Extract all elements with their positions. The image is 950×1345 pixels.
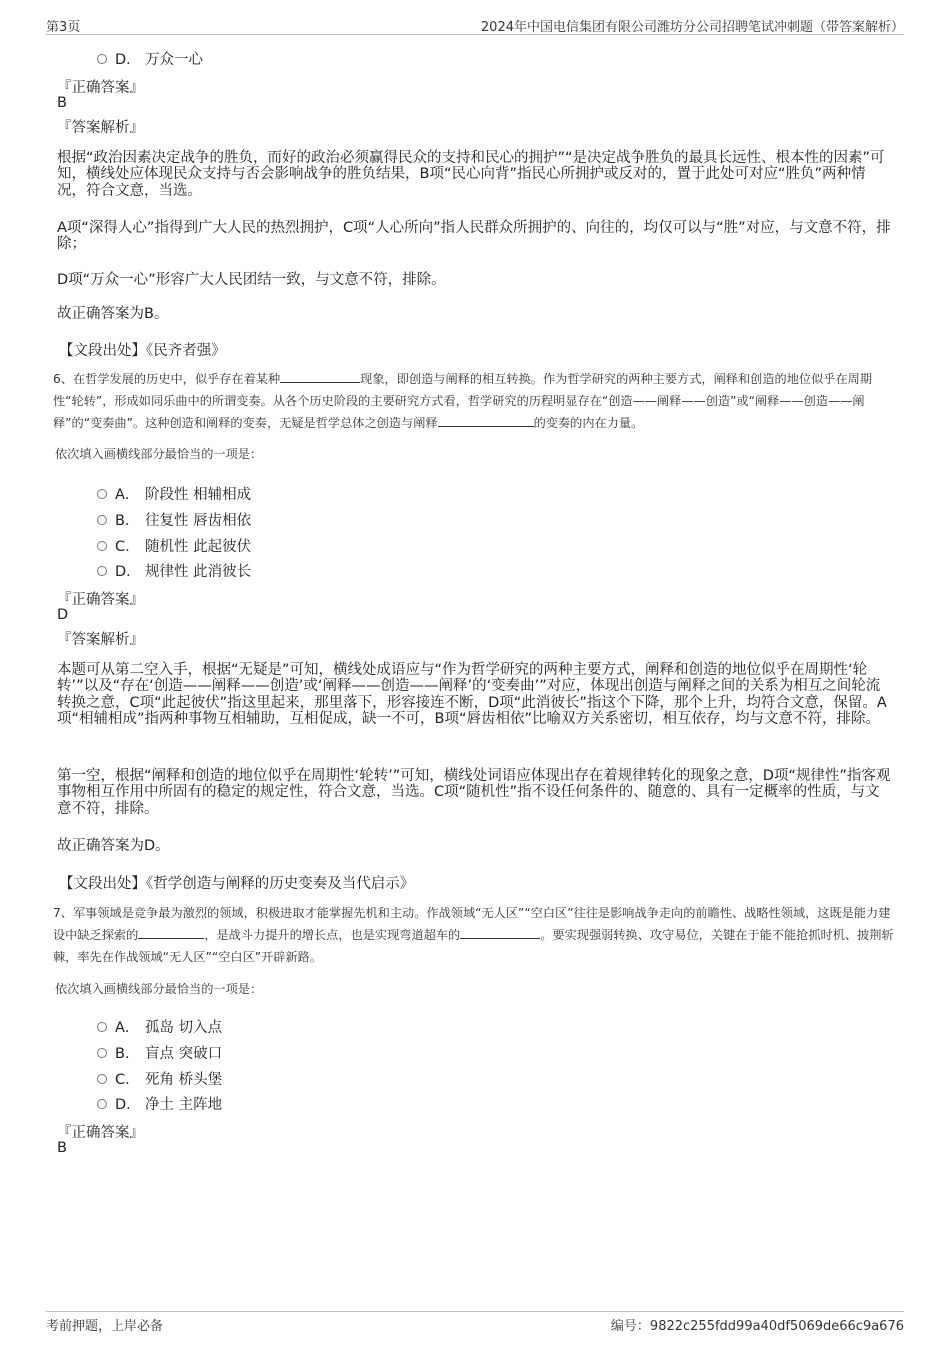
prev-source: 【文段出处】《民齐者强》 (59, 343, 226, 359)
document-title: 2024年中国电信集团有限公司潍坊分公司招聘笔试冲刺题（带答案解析） (480, 20, 904, 35)
footer-slogan: 考前押题，上岸必备 (46, 1319, 164, 1334)
q6-source: 【文段出处】《哲学创造与阐释的历史变奏及当代启示》 (59, 876, 415, 892)
q6-answer-label: 『正确答案』 (57, 592, 144, 608)
q7-option-d[interactable]: D． 净土 主阵地 (97, 1093, 222, 1114)
prev-analysis-p4: 故正确答案为B。 (57, 306, 169, 322)
radio-icon[interactable] (97, 1022, 107, 1032)
prev-analysis-p1: 根据“政治因素决定战争的胜负，而好的政治必须赢得民众的支持和民心的拥护”“是决定战争胜负的最具长远性、根本性的因素”可知，横线处应体现民众支持与否会影响战争的胜负结果，B项“民心向背”指民心所拥护或反对的，置于此处可对应“胜负”两种情况，符合文意，当选。 (57, 150, 885, 199)
radio-icon[interactable] (97, 489, 107, 499)
q6-stem: 6、在哲学发展的历史中，似乎存在着某种 现象，即创造与阐释的相互转换。作为哲学研究的两种主要方式，阐释和创造的地位似乎在周期性“轮转”，形成如同乐曲中的所谓变奏。从各个历史阶段的主要研究方式看，哲学研究的历程明显存在“创造——阐释——创造”或“阐释——创造——阐释”的“变奏曲”。这种创造和阐释的变奏，无疑是哲学总体之创造与阐释 的变奏的内在力量。 (53, 372, 873, 430)
q6-option-a[interactable]: A． 阶段性 相辅相成 (97, 483, 251, 504)
radio-icon[interactable] (97, 1048, 107, 1058)
prev-answer-label: 『正确答案』 (57, 80, 144, 96)
q6-answer: D (57, 607, 69, 623)
q6-blank-2 (438, 414, 534, 427)
radio-icon[interactable] (97, 1099, 107, 1109)
q6-option-d[interactable]: D． 规律性 此消彼长 (97, 560, 251, 581)
q6-option-c[interactable]: C． 随机性 此起彼伏 (97, 535, 251, 556)
radio-icon[interactable] (97, 54, 107, 64)
q7-blank-1 (138, 926, 204, 939)
q6-blank-1 (280, 370, 360, 383)
radio-icon[interactable] (97, 566, 107, 576)
prev-analysis-p2: A项“深得人心”指得到广大人民的热烈拥护，C项“人心所向”指人民群众所拥护的、向往的，均仅可以与“胜”对应，与文意不符，排除； (57, 220, 891, 253)
q6-analysis-p2: 第一空，根据“阐释和创造的地位似乎在周期性‘轮转’”可知，横线处词语应体现出存在着规律转化的现象之意，D项“规律性”指客观事物相互作用中所固有的稳定的规定性，符合文意，当选。C项“随机性”指不设任何条件的、随意的、具有一定概率的性质，与文意不符，排除。 (57, 768, 891, 817)
radio-icon[interactable] (97, 541, 107, 551)
q6-option-b[interactable]: B． 往复性 唇齿相依 (97, 509, 251, 530)
q7-stem: 7、军事领域是竞争最为激烈的领域，积极进取才能掌握先机和主动。作战领域“无人区”“空白区”往往是影响战争走向的前瞻性、战略性领域，这既是能力建设中缺乏探索的 ，是战斗力提升的增长点，也是实现弯道超车的 。要实现强弱转换、攻守易位，关键在于能不能抢抓时机、披荆斩棘，率先在作战领域“无人区”“空白区”开辟新路。 (53, 906, 894, 964)
prev-analysis-label: 『答案解析』 (57, 120, 144, 136)
q7-blank-2 (460, 926, 540, 939)
q7-option-a[interactable]: A． 孤岛 切入点 (97, 1016, 222, 1037)
q6-analysis-label: 『答案解析』 (57, 632, 144, 648)
prev-analysis-p3: D项“万众一心”形容广大人民团结一致，与文意不符，排除。 (57, 272, 446, 288)
q6-analysis-p3: 故正确答案为D。 (57, 838, 170, 854)
prev-answer: B (57, 95, 67, 111)
q7-option-b[interactable]: B． 盲点 突破口 (97, 1042, 222, 1063)
radio-icon[interactable] (97, 1074, 107, 1084)
page-footer (46, 1311, 904, 1334)
q7-answer: B (57, 1140, 67, 1156)
q7-option-c[interactable]: C． 死角 桥头堡 (97, 1068, 222, 1089)
prev-option-d[interactable]: D． 万众一心 (97, 48, 203, 69)
document-id: 编号：9822c255fdd99a40df5069de66c9a676 (610, 1319, 904, 1334)
page-header (46, 14, 904, 35)
radio-icon[interactable] (97, 515, 107, 525)
q7-answer-label: 『正确答案』 (57, 1125, 144, 1141)
page-number: 第3页 (46, 20, 81, 35)
q7-prompt: 依次填入画横线部分最恰当的一项是： (55, 982, 263, 996)
q6-analysis-p1: 本题可从第二空入手，根据“无疑是”可知，横线处成语应与“作为哲学研究的两种主要方式，阐释和创造的地位似乎在周期性‘轮转’”以及“存在‘创造——阐释——创造’或‘阐释——创造——阐释’的‘变奏曲’”对应，体现出创造与阐释之间的关系为相互之间轮流转换之意，C项“此起彼伏”指这里起来，那里落下，形容接连不断，D项“此消彼长”指这个下降，那个上升，均符合文意，保留。A项“相辅相成”指两种事物互相辅助，互相促成，缺一不可，B项“唇齿相依”比喻双方关系密切，相互依存，均与文意不符，排除。 (57, 662, 887, 727)
q6-prompt: 依次填入画横线部分最恰当的一项是： (55, 447, 263, 461)
